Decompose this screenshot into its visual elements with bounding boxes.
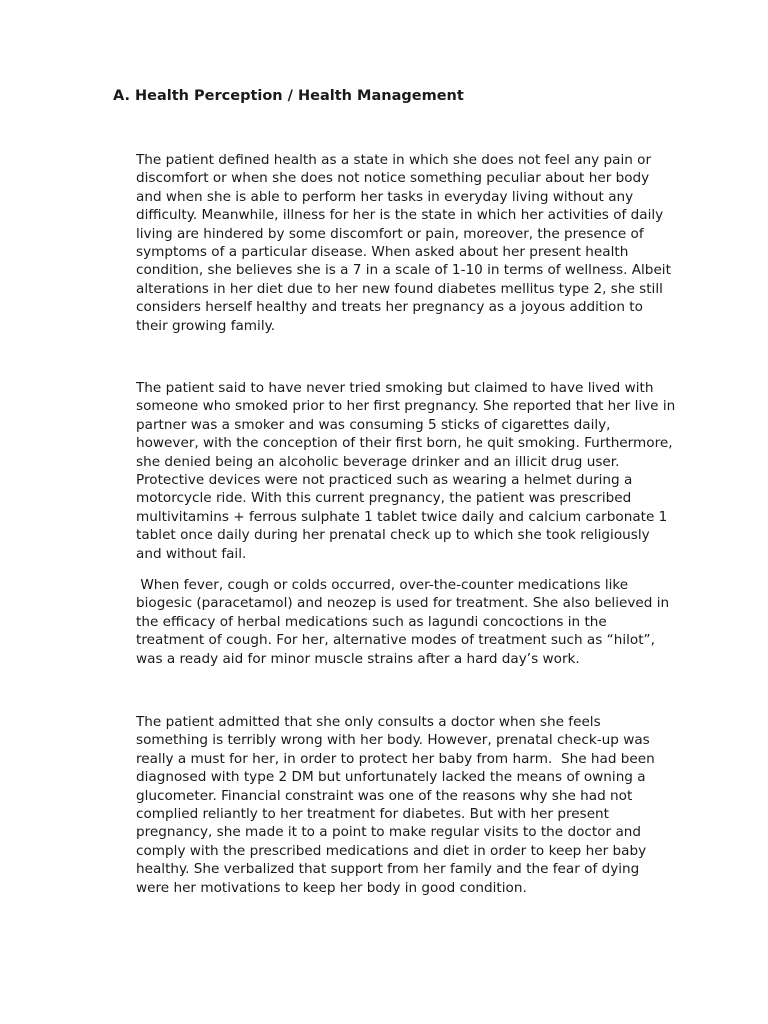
paragraph-doctor-consultation bbox=[136, 713, 676, 897]
paragraph-text: The patient said to have never tried smoking but claimed to have lived with someone who smoked prior to her first pregnancy. She reported that her live in partner was a smoker and was consuming 5 sticks of cigarettes daily, however, with the conception of their first born, he quit smoking. Furthermore, she denied being an alcoholic beverage drinker and an illicit drug user. Protective devices were not practiced such as wearing a helmet during a motorcycle ride. With this current pregnancy, the patient was prescribed multivitamins + ferrous sulphate 1 tablet twice daily and calcium carbonate 1 tablet once daily during her prenatal check up to which she took religiously and without fail. bbox=[136, 380, 676, 562]
paragraph-medications bbox=[136, 576, 676, 668]
section-title: Health Perception / Health Management bbox=[135, 88, 464, 104]
section-heading bbox=[113, 88, 464, 104]
paragraph-health-definition bbox=[136, 151, 676, 335]
paragraph-text: When fever, cough or colds occurred, over-the-counter medications like biogesic (paracetamol) and neozep is used for treatment. She also believed in the efficacy of herbal medications such as lagundi concoctions in the treatment of cough. For her, alternative modes of treatment such as “hilot”, was a ready aid for minor muscle strains after a hard day’s work. bbox=[136, 577, 674, 667]
section-marker: A. bbox=[113, 88, 130, 104]
paragraph-smoking-history bbox=[136, 379, 676, 563]
paragraph-text: The patient admitted that she only consults a doctor when she feels something is terribly wrong with her body. However, prenatal check-up was really a must for her, in order to protect her baby from harm. She had been diagnosed with type 2 DM but unfortunately lacked the means of owning a glucometer. Financial constraint was one of the reasons why she had not complied reliantly to her treatment for diabetes. But with her present pregnancy, she made it to a point to make regular visits to the doctor and comply with the prescribed medications and diet in order to keep her baby healthy. She verbalized that support from her family and the fear of dying were her motivations to keep her body in good condition. bbox=[136, 714, 660, 896]
paragraph-text: The patient defined health as a state in which she does not feel any pain or discomfort or when she does not notice something peculiar about her body and when she is able to perform her tasks in everyday living without any difficulty. Meanwhile, illness for her is the state in which her activities of daily living are hindered by some discomfort or pain, moreover, the presence of symptoms of a particular disease. When asked about her present health condition, she believes she is a 7 in a scale of 1-10 in terms of wellness. Albeit alterations in her diet due to her new found diabetes mellitus type 2, she still considers herself healthy and treats her pregnancy as a joyous addition to their growing family. bbox=[136, 152, 671, 334]
